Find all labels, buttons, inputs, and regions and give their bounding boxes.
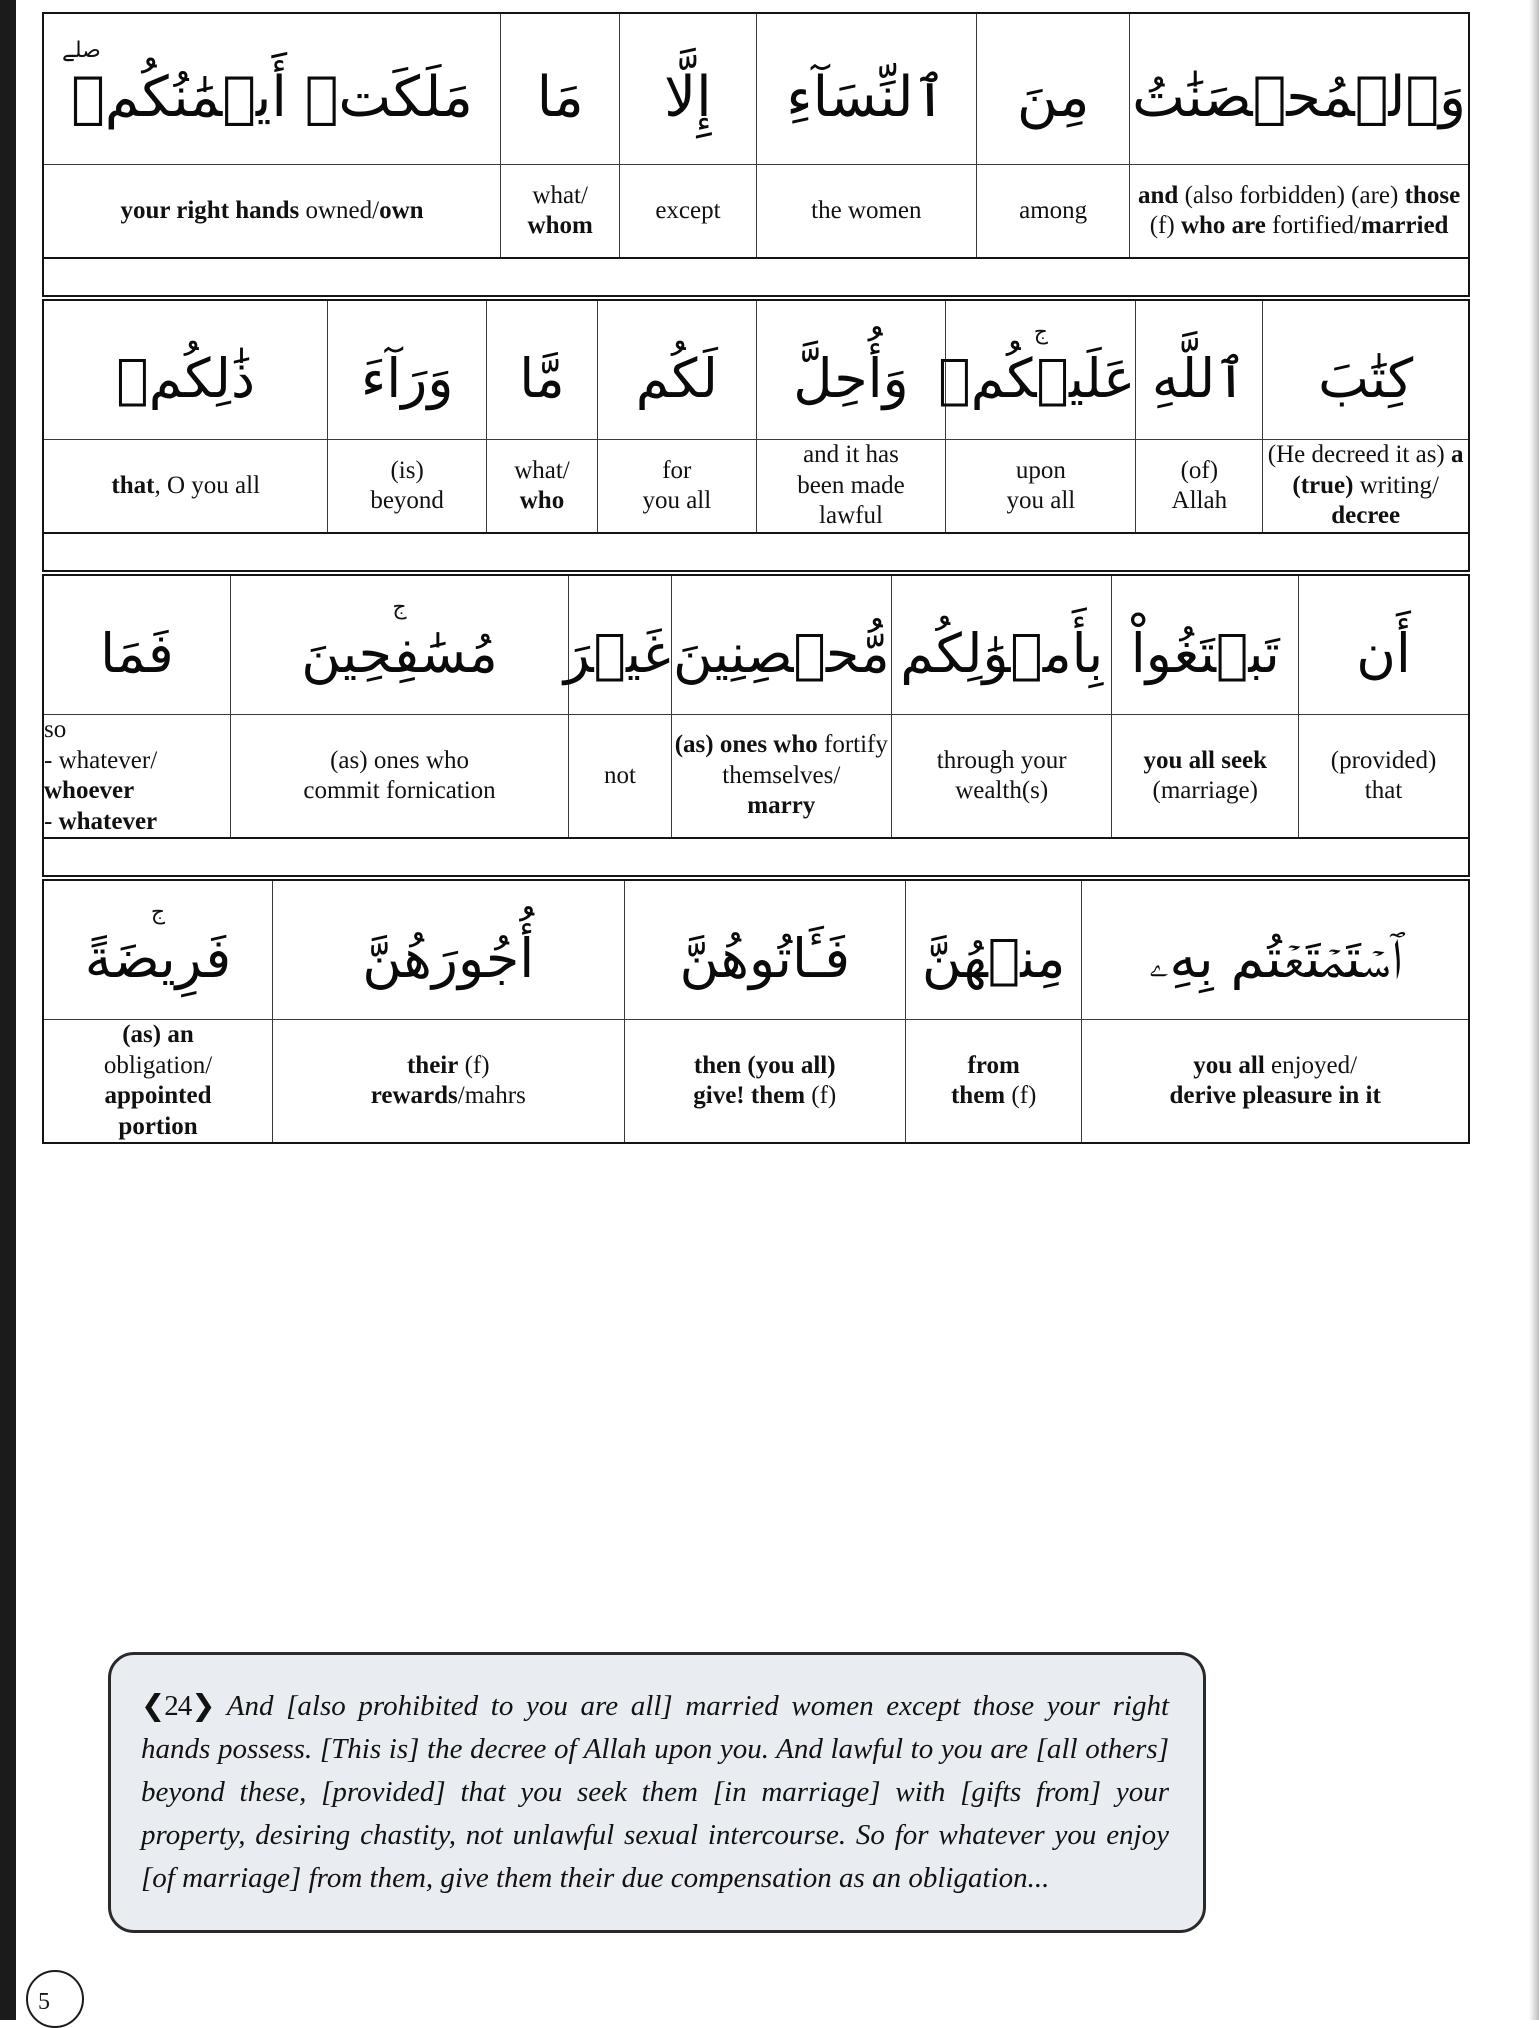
arabic-row — [43, 880, 1469, 1020]
arabic-word: لَكُم — [635, 346, 718, 410]
english-cell: what/ whom — [501, 165, 620, 259]
page-sheet — [16, 0, 1529, 2020]
english-cell: through your wealth(s) — [892, 715, 1112, 839]
arabic-cell — [624, 880, 905, 1020]
arabic-cell — [977, 13, 1130, 165]
arabic-row — [43, 13, 1469, 165]
wbw-table-3 — [42, 574, 1470, 839]
arabic-cell — [756, 300, 946, 440]
arabic-cell — [328, 300, 486, 440]
arabic-word: مُّحۡصِنِينَ — [672, 621, 890, 685]
english-cell: you all enjoyed/ derive pleasure in it — [1082, 1020, 1469, 1144]
arabic-cell — [486, 300, 597, 440]
arabic-word: مِنَ — [1016, 64, 1090, 130]
english-cell: then (you all) give! them (f) — [624, 1020, 905, 1144]
english-cell: except — [620, 165, 756, 259]
waqf-mark: ج — [392, 594, 407, 620]
arabic-cell — [43, 13, 501, 165]
english-cell: so - whatever/ whoever - whatever — [43, 715, 230, 839]
wbw-table-4 — [42, 879, 1470, 1144]
arabic-cell — [756, 13, 977, 165]
english-cell: not — [569, 715, 671, 839]
arabic-word: تَبۡتَغُواْ — [1130, 621, 1280, 685]
wbw-table-1 — [42, 12, 1470, 259]
english-cell: the women — [756, 165, 977, 259]
english-cell: you all seek (marriage) — [1112, 715, 1299, 839]
arabic-word: إِلَّا — [664, 64, 712, 130]
waqf-mark: ج — [1033, 319, 1048, 345]
arabic-row — [43, 300, 1469, 440]
english-cell: (He decreed it as) a (true) writing/ decree — [1263, 440, 1469, 534]
english-cell: (of) Allah — [1136, 440, 1263, 534]
arabic-cell — [230, 575, 568, 715]
english-cell: that, O you all — [43, 440, 328, 534]
waqf-mark: صلے — [62, 37, 101, 63]
translation-text — [141, 1685, 1169, 1900]
separator-box — [42, 534, 1470, 572]
arabic-word: فَرِيضَةً — [84, 926, 232, 990]
arabic-cell — [671, 575, 891, 715]
english-cell: (as) ones who commit fornication — [230, 715, 568, 839]
page-number: 5 — [38, 1989, 50, 2015]
english-cell: upon you all — [946, 440, 1136, 534]
arabic-cell — [1136, 300, 1263, 440]
arabic-word: ٱللَّهِ — [1151, 346, 1247, 410]
arabic-cell — [43, 880, 273, 1020]
english-cell: among — [977, 165, 1130, 259]
english-row — [43, 715, 1469, 839]
wbw-table-2 — [42, 299, 1470, 534]
arabic-word: أَن — [1356, 621, 1411, 685]
english-cell: from them (f) — [905, 1020, 1081, 1144]
english-cell: (is) beyond — [328, 440, 486, 534]
ayah-number: ❮24❯ — [141, 1690, 215, 1722]
english-row — [43, 1020, 1469, 1144]
arabic-cell — [598, 300, 756, 440]
table-separator — [42, 534, 1470, 574]
arabic-cell — [620, 13, 756, 165]
table-separator — [42, 839, 1470, 879]
word-by-word-tables — [42, 12, 1470, 1144]
english-cell: what/ who — [486, 440, 597, 534]
arabic-cell — [43, 575, 230, 715]
arabic-word: وَرَآءَ — [360, 346, 454, 410]
english-row — [43, 165, 1469, 259]
arabic-word: مِنۡهُنَّ — [921, 926, 1066, 990]
english-cell: (as) an obligation/ appointed portion — [43, 1020, 273, 1144]
english-cell: for you all — [598, 440, 756, 534]
arabic-word: مَّا — [519, 346, 565, 410]
arabic-word: عَلَيۡكُمۡ — [938, 346, 1136, 410]
arabic-word: مَا — [536, 64, 584, 130]
arabic-word: ٱسۡتَمۡتَعۡتُم بِهِۦ — [1148, 926, 1402, 990]
arabic-word: مُسَٰفِحِينَ — [301, 621, 498, 685]
arabic-word: كِتَٰبَ — [1318, 346, 1414, 410]
arabic-cell — [938, 300, 1136, 440]
english-cell: (as) ones who fortify themselves/ marry — [671, 715, 891, 839]
arabic-word: ذَٰلِكُمۡ — [116, 346, 256, 410]
arabic-cell — [1130, 13, 1469, 165]
arabic-word: فَمَا — [100, 621, 174, 685]
english-cell: (provided) that — [1299, 715, 1469, 839]
arabic-word: مَلَكَتۡ أَيۡمَٰنُكُمۡ — [71, 64, 473, 130]
translation-box-wrapper — [108, 1652, 1206, 1933]
english-cell: your right hands owned/own — [43, 165, 501, 259]
english-cell: and it has been made lawful — [756, 440, 946, 534]
arabic-cell — [501, 13, 620, 165]
arabic-cell — [1112, 575, 1299, 715]
arabic-cell — [563, 575, 671, 715]
arabic-word: أُجُورَهُنَّ — [362, 926, 535, 990]
arabic-word: وَٱلۡمُحۡصَنَٰتُ — [1132, 64, 1467, 130]
arabic-word: وَأُحِلَّ — [793, 346, 909, 410]
arabic-cell — [43, 300, 328, 440]
translation-body: And [also prohibited to you are all] married women except those your right hands possess. [This is] the decree of Allah upon you. And lawful to you are [all others] beyond these, [provided] that you seek them [in marriage] with [gifts from] your property, desiring chastity, not unlawful sexual intercourse. So for whatever you enjoy [of marriage] from them, give them their due compensation as an obligation... — [141, 1690, 1170, 1894]
arabic-cell — [1263, 300, 1469, 440]
arabic-cell — [1082, 880, 1469, 1020]
separator-box — [42, 259, 1470, 297]
arabic-cell — [905, 880, 1081, 1020]
english-cell: and (also forbidden) (are) those (f) who are fortified/married — [1130, 165, 1469, 259]
arabic-row — [43, 575, 1469, 715]
arabic-word: ٱلنِّسَآءِ — [786, 64, 947, 130]
translation-box — [108, 1652, 1206, 1933]
arabic-cell — [892, 575, 1112, 715]
arabic-word: غَيۡرَ — [563, 621, 671, 685]
page-edge-binding — [0, 0, 16, 2020]
separator-box — [42, 839, 1470, 877]
arabic-word: فَـَٔاتُوهُنَّ — [679, 926, 851, 990]
arabic-cell — [1299, 575, 1469, 715]
arabic-word: بِأَمۡوَٰلِكُم — [900, 621, 1104, 685]
page-number-circle — [26, 1970, 84, 2028]
english-cell: their (f) rewards/mahrs — [273, 1020, 625, 1144]
english-row — [43, 440, 1469, 534]
page-edge-shadow — [1529, 0, 1539, 2020]
arabic-cell — [273, 880, 625, 1020]
table-separator — [42, 259, 1470, 299]
waqf-mark: ج — [150, 899, 166, 925]
